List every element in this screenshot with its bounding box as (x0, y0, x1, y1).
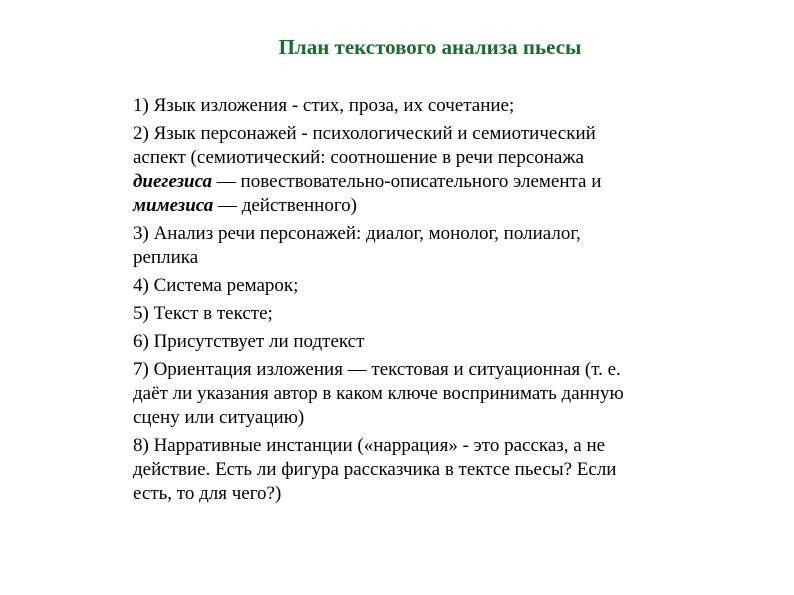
list-item (133, 302, 733, 326)
list-item-line (133, 170, 733, 194)
line-text: есть, то для чего?) (133, 483, 282, 504)
list-item-line (133, 358, 733, 382)
line-text: реплика (133, 247, 199, 268)
analysis-plan-list (133, 94, 733, 510)
list-item-line (133, 330, 733, 354)
line-text: действие. Есть ли фигура рассказчика в тектсе пьесы? Если (133, 459, 617, 480)
list-item-line (133, 146, 733, 170)
line-text: 7) Ориентация изложения — текстовая и ситуационная (т. е. (133, 359, 621, 380)
list-item-line (133, 406, 733, 430)
line-text: 6) Присутствует ли подтекст (133, 331, 365, 352)
line-text: — действенного) (213, 195, 357, 216)
list-item-line (133, 482, 733, 506)
list-item-line (133, 122, 733, 146)
list-item-line (133, 382, 733, 406)
line-text: — повествовательно-описательного элемента и (212, 171, 602, 192)
slide-title: План текстового анализа пьесы (278, 35, 582, 59)
list-item-line (133, 274, 733, 298)
list-item-line (133, 246, 733, 270)
line-text: 5) Текст в тексте; (133, 303, 273, 324)
line-text: аспект (семиотический: соотношение в речи персонажа (133, 147, 584, 168)
list-item-line (133, 194, 733, 218)
line-text: 3) Анализ речи персонажей: диалог, монолог, полиалог, (133, 223, 581, 244)
list-item (133, 222, 733, 270)
line-text: 8) Нарративные инстанции («наррация» - это рассказ, а не (133, 435, 606, 456)
list-item-line (133, 458, 733, 482)
line-text: даёт ли указания автор в каком ключе воспринимать данную (133, 383, 624, 404)
list-item (133, 434, 733, 506)
line-text: 4) Система ремарок; (133, 275, 299, 296)
term-emphasis: диегезиса (133, 171, 213, 192)
list-item (133, 358, 733, 430)
list-item-line (133, 222, 733, 246)
list-item (133, 122, 733, 218)
line-text: 1) Язык изложения - стих, проза, их сочетание; (133, 95, 515, 116)
list-item (133, 94, 733, 118)
line-text: сцену или ситуацию) (133, 407, 305, 428)
list-item-line (133, 434, 733, 458)
line-text: 2) Язык персонажей - психологический и семиотический (133, 123, 596, 144)
list-item (133, 274, 733, 298)
term-emphasis: мимезиса (133, 195, 214, 216)
list-item (133, 330, 733, 354)
list-item-line (133, 302, 733, 326)
list-item-line (133, 94, 733, 118)
